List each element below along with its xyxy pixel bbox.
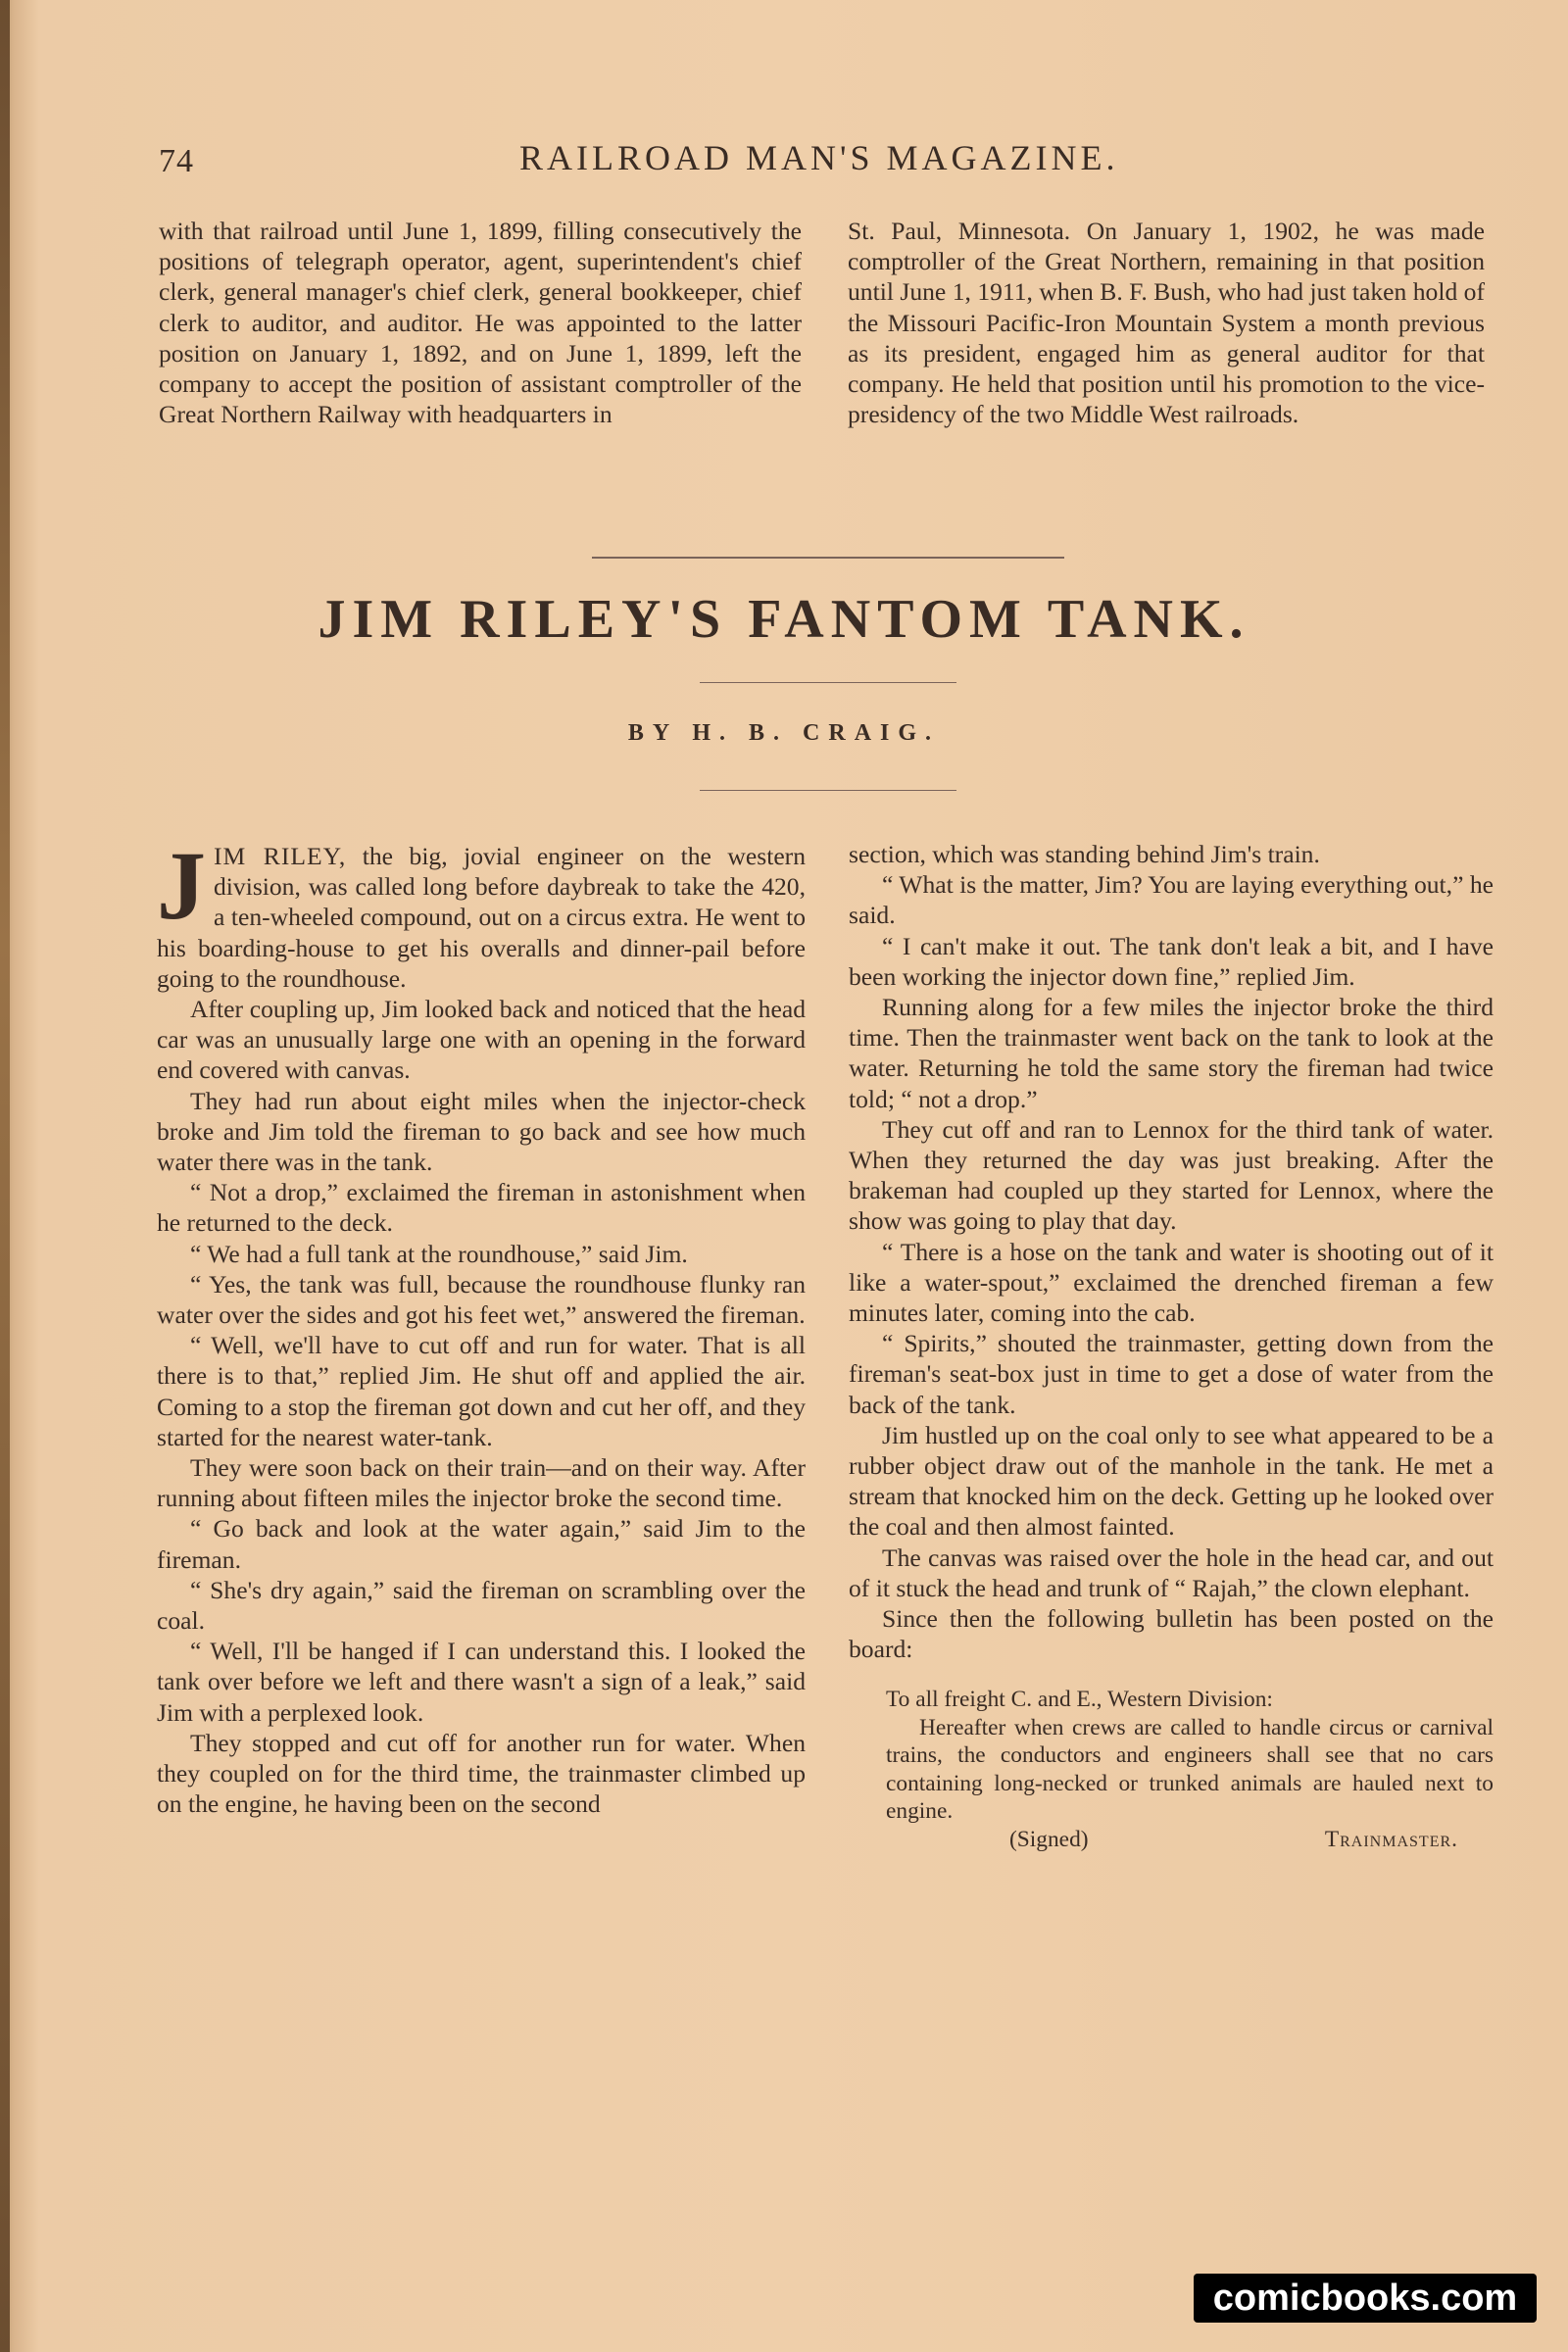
bulletin-notice xyxy=(849,1686,1494,1852)
story-paragraph: They cut off and ran to Lennox for the third tank of water. When they returned the day was just breaking. After the brakeman had coupled up they started for Lennox, where the show was going to play that day. xyxy=(849,1114,1494,1236)
story-title: JIM RILEY'S FANTOM TANK. xyxy=(318,589,1250,650)
story-paragraph: “ We had a full tank at the roundhouse,” said Jim. xyxy=(190,1239,688,1268)
bulletin-signature xyxy=(886,1826,1494,1853)
story-paragraph: “ Well, I'll be hanged if I can understand this. I looked the tank over before we left and there wasn't a sign of a leak,” said Jim with a perplexed look. xyxy=(157,1637,806,1727)
story-paragraph: “ Not a drop,” exclaimed the fireman in astonishment when he returned to the deck. xyxy=(157,1178,806,1238)
story-paragraph: “ Yes, the tank was full, because the roundhouse flunky ran water over the sides and got his feet wet,” answered the fireman. xyxy=(157,1269,806,1330)
story-paragraph: “ I can't make it out. The tank don't leak a bit, and I have been working the injector down fine,” replied Jim. xyxy=(849,931,1494,991)
story-paragraph: “ She's dry again,” said the fireman on scrambling over the coal. xyxy=(157,1575,806,1636)
drop-cap: J xyxy=(157,831,206,940)
story-paragraph: They were soon back on their train—and on their way. After running about fifteen miles the injector broke the second time. xyxy=(157,1453,806,1513)
story-paragraph: “ There is a hose on the tank and water is shooting out of it like a water-spout,” exclaimed the drenched fireman a few minutes later, coming into the cab. xyxy=(849,1237,1494,1328)
running-head: RAILROAD MAN'S MAGAZINE. xyxy=(519,138,1119,177)
title-rule xyxy=(700,682,956,683)
page-header xyxy=(159,137,1492,186)
opening-caps: IM RILEY, xyxy=(214,842,347,870)
signer-title: Trainmaster. xyxy=(1324,1826,1458,1852)
binding-edge xyxy=(0,0,10,2352)
section-divider xyxy=(592,557,1064,559)
opening-text: the big, jovial engineer on the western division, was called long before daybreak to take the 420, a ten-wheeled compound, out on a circus extra. He went to his boarding-house to get his overalls and dinner-pail before going to the roundhouse. xyxy=(157,842,806,993)
story-paragraph: “ What is the matter, Jim? You are laying everything out,” he said. xyxy=(849,870,1494,930)
intro-text-right: St. Paul, Minnesota. On January 1, 1902, he was made comptroller of the Great Northern, remaining in that position until June 1, 1911, when B. F. Bush, who had just taken hold of the Missouri Pacific-Iron Mountain System a month previous as its president, engaged him as general auditor for that company. He held that position until his promotion to the vice-presidency of the two Middle West railroads. xyxy=(848,217,1485,429)
story-column-right xyxy=(849,839,1494,1853)
intro-text-left: with that railroad until June 1, 1899, filling consecutively the positions of telegraph operator, agent, superintendent's chief clerk, general manager's chief clerk, general bookkeeper, chief clerk to auditor, and auditor. He was appointed to the latter position on January 1, 1892, and on June 1, 1899, left the company to accept the position of assistant comptroller of the Great Northern Railway with headquarters in xyxy=(159,217,802,429)
story-paragraph: “ Go back and look at the water again,” said Jim to the fireman. xyxy=(157,1514,806,1574)
byline-rule xyxy=(700,790,956,791)
intro-column-left xyxy=(159,216,802,429)
story-paragraph: Running along for a few miles the injector broke the third time. Then the trainmaster went back on the tank to look at the water. Returning he told the same story the fireman had twice told; “ not a drop.” xyxy=(849,993,1494,1113)
story-paragraph: They had run about eight miles when the injector-check broke and Jim told the fireman to go back and see how much water there was in the tank. xyxy=(157,1086,806,1177)
story-paragraph: “ Spirits,” shouted the trainmaster, getting down from the fireman's seat-box just in time to get a dose of water from the back of the tank. xyxy=(849,1329,1494,1419)
story-paragraph: “ Well, we'll have to cut off and run for water. That is all there is to that,” replied Jim. He shut off and applied the air. Coming to a stop the fireman got down and cut her off, and they started for the nearest water-tank. xyxy=(157,1331,806,1451)
signed-label: (Signed) xyxy=(1009,1826,1089,1852)
bulletin-body: Hereafter when crews are called to handle circus or carnival trains, the conductors and engineers shall see that no cars containing long-necked or trunked animals are hauled next to engine. xyxy=(886,1714,1494,1825)
story-opening-paragraph xyxy=(157,831,806,994)
story-paragraph: They stopped and cut off for another run for water. When they coupled on for the third time, the trainmaster climbed up on the engine, he having been on the second xyxy=(157,1728,806,1819)
story-continuation: section, which was standing behind Jim's train. xyxy=(849,840,1320,868)
story-paragraph: Since then the following bulletin has been posted on the board: xyxy=(849,1604,1494,1664)
story-paragraph: The canvas was raised over the hole in the head car, and out of it stuck the head and trunk of “ Rajah,” the clown elephant. xyxy=(849,1543,1494,1602)
story-paragraph: Jim hustled up on the coal only to see what appeared to be a rubber object draw out of the manhole in the tank. He met a stream that knocked him on the deck. Getting up he looked over the coal and then almost fainted. xyxy=(849,1420,1494,1542)
intro-column-right xyxy=(848,216,1485,429)
story-byline: BY H. B. CRAIG. xyxy=(627,720,941,746)
bulletin-salutation: To all freight C. and E., Western Division: xyxy=(886,1687,1273,1713)
site-watermark: comicbooks.com xyxy=(1194,2274,1537,2323)
story-column-left xyxy=(157,831,806,1820)
page-number: 74 xyxy=(159,143,194,179)
story-paragraph: After coupling up, Jim looked back and noticed that the head car was an unusually large one with an opening in the forward end covered with canvas. xyxy=(157,995,806,1085)
